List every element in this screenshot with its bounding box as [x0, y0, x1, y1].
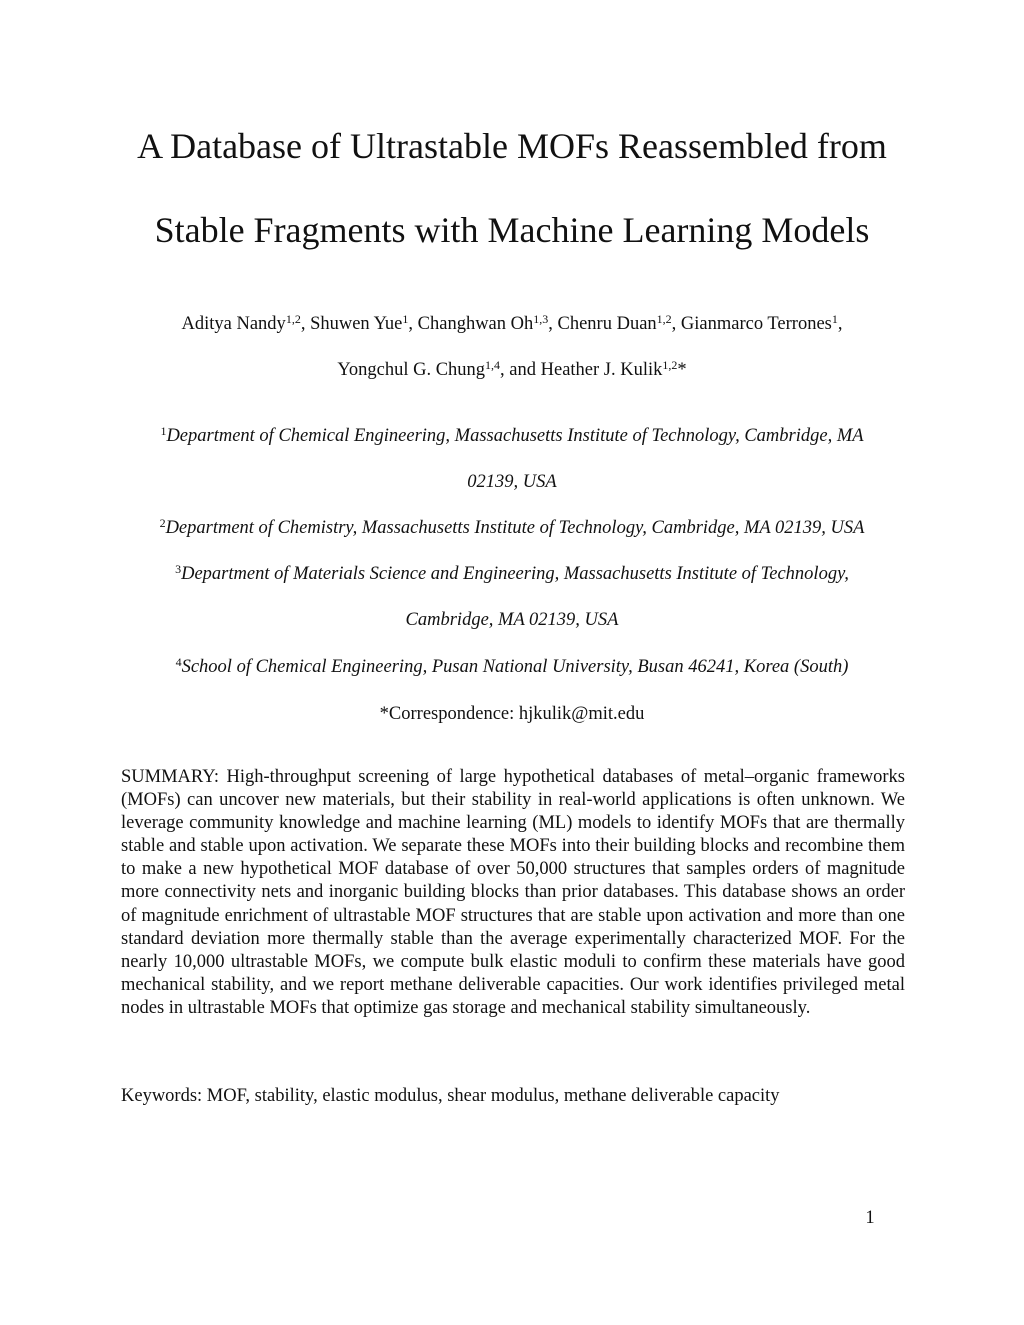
correspondence-email: *Correspondence: hjkulik@mit.edu: [379, 704, 645, 724]
affiliation-4: [0, 655, 1024, 679]
paper-title-line-1: A Database of Ultrastable MOFs Reassembled from: [137, 126, 887, 166]
author-separator: ,: [837, 314, 843, 334]
author-affiliation-mark: 1,2: [656, 312, 672, 326]
affiliation-3-continued: [0, 608, 1024, 632]
author-affiliation-mark: 1,4: [485, 358, 501, 372]
paper-title-line-2: Stable Fragments with Machine Learning Models: [154, 210, 870, 250]
affiliation-text: Department of Materials Science and Engineering, Massachusetts Institute of Technology,: [181, 564, 849, 584]
author-list-line-1: [0, 312, 1024, 336]
author-separator: ,: [671, 314, 681, 334]
keywords: Keywords: MOF, stability, elastic modulus, shear modulus, methane deliverable capacity: [121, 1086, 780, 1106]
author-name: Shuwen Yue: [310, 314, 403, 334]
author-name: Heather J. Kulik: [540, 360, 663, 380]
author-separator: ,: [548, 314, 558, 334]
author-list-line-2: [0, 358, 1024, 382]
author-affiliation-mark: 1,2: [285, 312, 301, 326]
author-name: Changhwan Oh: [417, 314, 534, 334]
author-name: Yongchul G. Chung: [337, 360, 486, 380]
affiliation-1-continued: [0, 470, 1024, 494]
affiliation-text: Department of Chemical Engineering, Massachusetts Institute of Technology, Cambridge, MA: [166, 426, 864, 446]
author-affiliation-mark: 1,2: [662, 358, 678, 372]
corresponding-author-mark: *: [677, 360, 687, 380]
affiliation-2: [0, 516, 1024, 540]
author-name: Chenru Duan: [557, 314, 657, 334]
affiliation-text: 02139, USA: [467, 472, 557, 492]
author-name: Aditya Nandy: [181, 314, 286, 334]
affiliation-mark: 4: [175, 655, 182, 669]
affiliation-3: [0, 562, 1024, 586]
affiliation-mark: 2: [159, 516, 166, 530]
affiliation-text: Department of Chemistry, Massachusetts Institute of Technology, Cambridge, MA 02139, USA: [165, 518, 865, 538]
affiliation-mark: 1: [160, 424, 167, 438]
affiliation-mark: 3: [175, 562, 182, 576]
author-affiliation-mark: 1,3: [533, 312, 549, 326]
author-affiliation-mark: 1: [402, 312, 409, 326]
author-separator: ,: [408, 314, 418, 334]
affiliation-text: Cambridge, MA 02139, USA: [405, 610, 619, 630]
affiliation-1: [0, 424, 1024, 448]
author-separator: ,: [300, 314, 311, 334]
author-affiliation-mark: 1: [831, 312, 838, 326]
page-number: 1: [865, 1208, 875, 1228]
affiliation-text: School of Chemical Engineering, Pusan National University, Busan 46241, Korea (South): [181, 657, 849, 677]
author-separator: , and: [500, 360, 541, 380]
author-name: Gianmarco Terrones: [680, 314, 832, 334]
summary-paragraph: SUMMARY: High-throughput screening of large hypothetical databases of metal–organic frameworks (MOFs) can uncover new materials, but their stability in real-world applications is often unknown. We leverage community knowledge and machine learning (ML) models to identify MOFs that are thermally stable and stable upon activation. We separate these MOFs into their building blocks and recombine them to make a new hypothetical MOF database of over 50,000 structures that samples orders of magnitude more connectivity nets and inorganic building blocks than prior databases. This database shows an order of magnitude enrichment of ultrastable MOF structures that are stable upon activation and more than one standard deviation more thermally stable than the average experimentally characterized MOF. For the nearly 10,000 ultrastable MOFs, we compute bulk elastic moduli to confirm these materials have good mechanical stability, and we report methane deliverable capacities. Our work identifies privileged metal nodes in ultrastable MOFs that optimize gas storage and mechanical stability simultaneously.: [121, 767, 905, 1018]
